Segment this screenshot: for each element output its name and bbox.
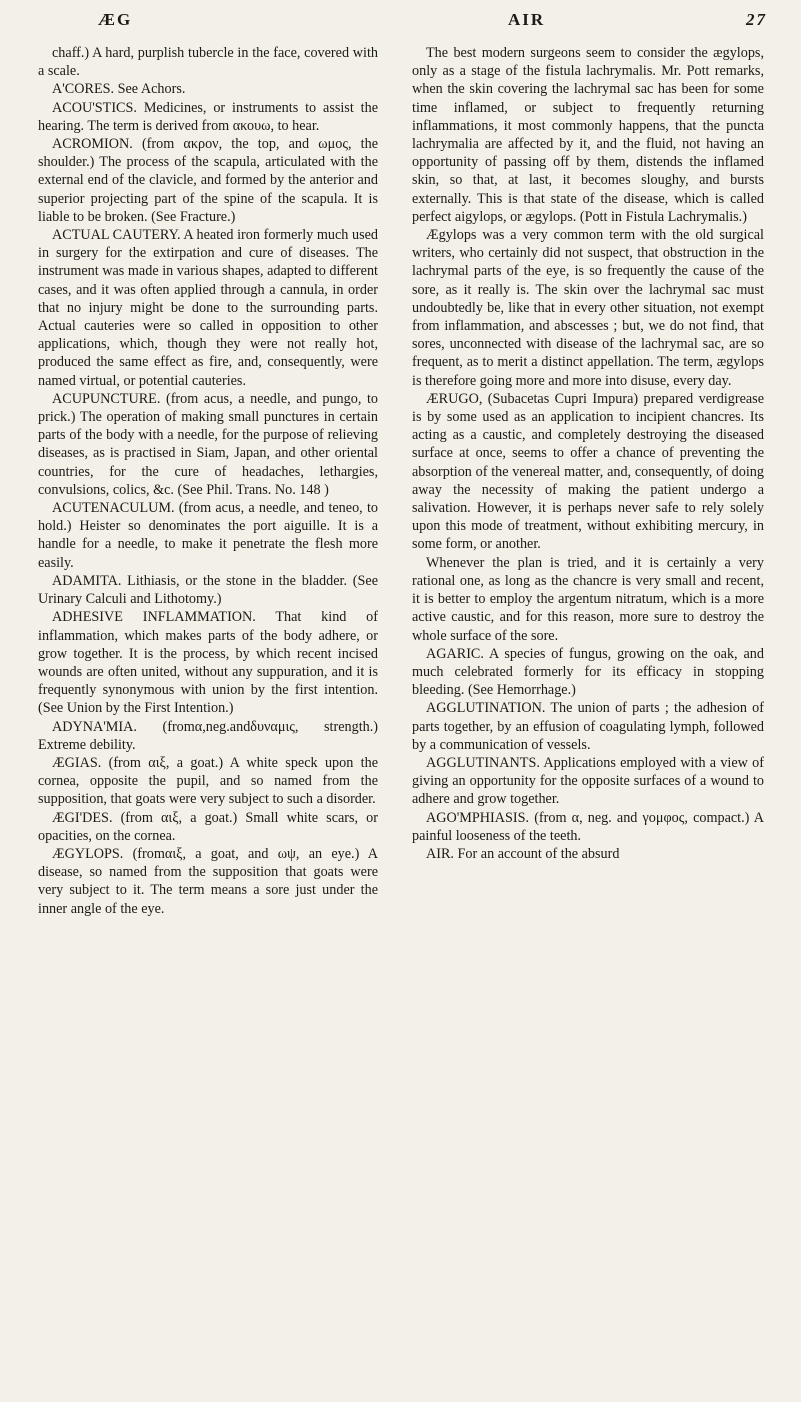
dictionary-entry: AGGLUTINATION. The union of parts ; the adhesion of parts together, by an effusion of coagulating lymph, followed by a communication of vessels. <box>412 700 764 753</box>
dictionary-entry: ACUPUNCTURE. (from acus, a needle, and pungo, to prick.) The operation of making small punctures in certain parts of the body with a needle, for the purpose of relieving diseases, as is practised in Siam, Japan, and other oriental countries, for the cure of headaches, lethargies, convulsions, colics, &c. (See Phil. Trans. No. 148 ) <box>38 390 378 498</box>
right-column <box>412 44 764 863</box>
dictionary-entry: AGARIC. A species of fungus, growing on the oak, and much celebrated formerly for its efficacy in stopping bleeding. (See Hemorrhage.) <box>412 645 764 699</box>
dictionary-entry: AIR. For an account of the absurd <box>426 845 620 862</box>
dictionary-entry: The best modern surgeons seem to consider the ægylops, only as a stage of the fistula lachrymalis. Mr. Pott remarks, when the skin covering the lachrymal sac has been for some time inflamed, or subject to frequently returning inflammations, it most commonly happens, that the puncta lachrymalia are affected by it, and the fluid, not having an opportunity of passing off by them, distends the inflamed skin, so that, at last, it becomes sloughy, and bursts externally. This is that state of the disease, which is called perfect aigylops, or ægylops. (Pott in Fistula Lachrymalis.) <box>412 45 764 225</box>
dictionary-entry: ACOU'STICS. Medicines, or instruments to assist the hearing. The term is derived from ακουω, to hear. <box>38 99 378 134</box>
running-header <box>38 10 773 36</box>
dictionary-entry: ADYNA'MIA. (fromα,neg.andδυναμις, strength.) Extreme debility. <box>38 718 378 753</box>
header-center-word: AIR <box>508 10 546 29</box>
page-number: 27 <box>746 10 767 29</box>
dictionary-entry: AGO'MPHIASIS. (from α, neg. and γομφος, compact.) A painful looseness of the teeth. <box>412 809 764 844</box>
dictionary-entry: AGGLUTINANTS. Applications employed with a view of giving an opportunity for the opposite surfaces of a wound to adhere and grow together. <box>412 754 764 808</box>
header-left-word: ÆG <box>98 10 133 29</box>
dictionary-entry: A'CORES. See Achors. <box>52 81 186 98</box>
dictionary-entry: ÆRUGO, (Subacetas Cupri Impura) prepared verdigrease is by some used as an application to incipient chancres. Its acting as a caustic, and completely destroying the diseased surface at once, seems to offer a chance of preventing the absorption of the venereal matter, and, consequently, of doing away the necessity of making the patient undergo a salivation. However, it is perhaps never safe to rely solely upon this mode of treatment, without exhibiting mercury, in some form, or another. <box>412 390 764 553</box>
dictionary-entry: Ægylops was a very common term with the old surgical writers, who certainly did not suspect, that obstruction in the lachrymal parts of the eye, is so frequently the cause of the sore, as it really is. The skin over the lachrymal sac must undoubtedly be, like that in every other situation, not exempt from inflammation, and abscesses ; but, we do not find, that sores, unconnected with disease of the lachrymal sac, are so frequent, as to merit a distinct appellation. The term, ægylops is therefore going more and more into disuse, every day. <box>412 227 764 389</box>
left-column <box>38 44 378 918</box>
dictionary-entry: Whenever the plan is tried, and it is certainly a very rational one, as long as the chancre is very small and recent, it is better to employ the argentum nitratum, which is a more active caustic, and for this reason, more sure to destroy the whole surface of the sore. <box>412 554 764 644</box>
dictionary-entry: ACTUAL CAUTERY. A heated iron formerly much used in surgery for the extirpation and cure of diseases. The instrument was made in various shapes, adapted to different cases, and it was often applied through a cannula, in order that no injury might be done to the surrounding parts. Actual cauteries were so called in opposition to other applications, which, though they were not really hot, produced the same effect as fire, and, consequently, were named virtual, or potential cauteries. <box>38 227 378 389</box>
dictionary-entry: ÆGIAS. (from αιξ, a goat.) A white speck upon the cornea, opposite the pupil, and so named from the supposition, that goats were very subject to such a disorder. <box>38 754 378 808</box>
dictionary-entry: ACROMION. (from ακρον, the top, and ωμος, the shoulder.) The process of the scapula, articulated with the external end of the clavicle, and formed by the anterior and superior projecting part of the spine of the scapula. It is liable to be broken. (See Fracture.) <box>38 136 378 225</box>
dictionary-entry: ÆGI'DES. (from αιξ, a goat.) Small white scars, or opacities, on the cornea. <box>38 809 378 844</box>
dictionary-entry: ÆGYLOPS. (fromαιξ, a goat, and ωψ, an eye.) A disease, so named from the supposition that goats were very subject to it. The term means a sore just under the inner angle of the eye. <box>38 845 378 917</box>
dictionary-entry: ADAMITA. Lithiasis, or the stone in the bladder. (See Urinary Calculi and Lithotomy.) <box>38 572 378 608</box>
dictionary-entry: ACUTENACULUM. (from acus, a needle, and teneo, to hold.) Heister so denominates the port aiguille. It is a handle for a needle, to make it penetrate the flesh more easily. <box>38 500 378 571</box>
dictionary-entry: ADHESIVE INFLAMMATION. That kind of inflammation, which makes parts of the body adhere, or grow together. It is the process, by which recent incised wounds are often united, without any suppuration, and it is frequently synonymous with union by the first intention. (See Union by the First Intention.) <box>38 609 378 717</box>
dictionary-entry: chaff.) A hard, purplish tubercle in the face, covered with a scale. <box>38 45 378 80</box>
